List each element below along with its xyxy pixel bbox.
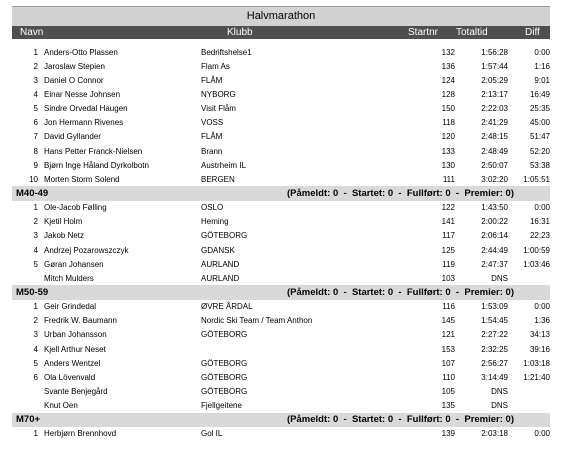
result-diff: 1:36	[534, 316, 550, 326]
result-name: Herbjørn Brennhovd	[44, 429, 117, 439]
result-bib: 139	[441, 429, 455, 439]
result-total-time: 2:22:03	[481, 104, 508, 114]
result-diff: 16:49	[529, 89, 550, 99]
result-row	[12, 45, 550, 59]
category-name: M50-59	[12, 285, 201, 299]
result-name: Anders Wentzel	[44, 358, 101, 368]
result-diff	[508, 271, 550, 285]
result-place: 8	[33, 146, 38, 156]
column-header-bib: Startnr	[408, 27, 439, 38]
result-club: GÖTEBORG	[201, 386, 248, 396]
result-bib: 111	[442, 174, 455, 184]
category-header-row	[12, 413, 550, 427]
result-diff	[508, 384, 550, 398]
result-club: Fjellgeitene	[201, 401, 242, 411]
result-club: Flam As	[201, 61, 230, 71]
result-place	[12, 271, 44, 285]
result-bib: 120	[441, 132, 455, 142]
column-header-name: Navn	[20, 27, 44, 38]
result-row	[12, 384, 550, 398]
column-header-total-time: Totaltid	[456, 27, 488, 38]
result-bib: 105	[441, 386, 455, 396]
result-bib: 119	[442, 259, 455, 269]
result-diff	[508, 399, 550, 413]
category-header-row	[12, 186, 550, 200]
result-name: Jakob Netz	[44, 231, 85, 241]
result-club: GÖTEBORG	[201, 231, 248, 241]
result-club: AURLAND	[201, 259, 240, 269]
result-total-time: DNS	[491, 401, 508, 411]
result-row	[12, 102, 550, 116]
result-name: Ola Lövenvald	[44, 372, 96, 382]
result-name: Svante Benjegård	[44, 386, 108, 396]
result-row	[12, 257, 550, 271]
result-place: 1	[33, 203, 38, 213]
result-place: 5	[33, 358, 38, 368]
result-total-time: 2:03:18	[481, 429, 508, 439]
result-row	[12, 328, 550, 342]
result-place: 9	[33, 160, 38, 170]
result-diff: 25:35	[529, 104, 550, 114]
result-row	[12, 116, 550, 130]
result-bib: 128	[441, 89, 455, 99]
result-diff: 1:03:18	[523, 358, 550, 368]
result-place: 6	[33, 118, 38, 128]
result-diff: 0:00	[534, 203, 550, 213]
result-total-time: 2:48:49	[481, 146, 508, 156]
result-club: VOSS	[201, 118, 224, 128]
result-row	[12, 300, 550, 314]
result-total-time: 1:57:44	[481, 61, 508, 71]
result-diff: 0:00	[534, 302, 550, 312]
result-total-time: 2:41:29	[481, 118, 508, 128]
result-diff: 53:38	[529, 160, 550, 170]
result-total-time: 1:53:09	[481, 302, 508, 312]
result-name: Jaroslaw Stepien	[44, 61, 105, 71]
result-diff: 9:01	[534, 75, 550, 85]
result-diff: 0:00	[534, 47, 550, 57]
result-bib: 135	[441, 401, 455, 411]
result-place	[12, 399, 44, 413]
result-diff: 22:23	[529, 231, 550, 241]
result-place	[12, 384, 44, 398]
result-bib: 130	[441, 160, 455, 170]
result-total-time: 2:56:27	[481, 358, 508, 368]
result-place: 10	[29, 174, 38, 184]
result-name: Kjell Arthur Neset	[44, 344, 106, 354]
result-row	[12, 356, 550, 370]
result-total-time: 2:06:14	[481, 231, 508, 241]
result-bib: 153	[441, 344, 455, 354]
result-name: David Gyllander	[44, 132, 101, 142]
result-row	[12, 59, 550, 73]
result-place: 4	[33, 344, 38, 354]
result-bib: 133	[441, 146, 455, 156]
result-diff: 16:31	[529, 217, 550, 227]
result-name: Jon Hermann Rivenes	[44, 118, 124, 128]
result-name: Knut Oen	[44, 401, 78, 411]
result-club: NYBORG	[201, 89, 236, 99]
result-total-time: DNS	[491, 386, 508, 396]
result-club: ØVRE ÅRDAL	[201, 302, 253, 312]
result-total-time: 2:00:22	[481, 217, 508, 227]
result-place: 7	[33, 132, 38, 142]
result-club: GÖTEBORG	[201, 330, 248, 340]
result-name: Anders-Otto Plassen	[44, 47, 118, 57]
result-row	[12, 73, 550, 87]
result-row	[12, 215, 550, 229]
result-total-time: 2:47:37	[481, 259, 508, 269]
result-club: GÖTEBORG	[201, 372, 248, 382]
result-place: 1	[33, 302, 38, 312]
column-header-diff: Diff	[525, 27, 540, 38]
result-total-time: 2:48:15	[481, 132, 508, 142]
result-bib: 121	[441, 330, 455, 340]
column-header-club: Klubb	[227, 27, 253, 38]
result-row	[12, 229, 550, 243]
results-table	[12, 45, 550, 441]
result-place: 3	[33, 330, 38, 340]
category-name: M70+	[12, 413, 201, 427]
result-club: AURLAND	[201, 273, 240, 283]
result-total-time: 2:50:07	[481, 160, 508, 170]
result-row	[12, 342, 550, 356]
category-stats: (Påmeldt: 0 - Startet: 0 - Fullført: 0 - Premier: 0)	[201, 186, 550, 200]
result-total-time: 2:32:25	[481, 344, 508, 354]
result-total-time: DNS	[491, 273, 508, 283]
result-club: OSLO	[201, 203, 224, 213]
result-row	[12, 158, 550, 172]
result-name: Morten Storm Solend	[44, 174, 120, 184]
result-diff: 45:00	[529, 118, 550, 128]
result-diff: 1:16	[534, 61, 550, 71]
result-diff: 34:13	[529, 330, 550, 340]
result-bib: 103	[441, 273, 455, 283]
result-place: 5	[33, 259, 38, 269]
result-club: BERGEN	[201, 174, 235, 184]
result-row	[12, 427, 550, 441]
category-header-row	[12, 285, 550, 299]
result-diff: 52:20	[529, 146, 550, 156]
result-place: 2	[33, 217, 38, 227]
result-club: Nordic Ski Team / Team Anthon	[201, 316, 313, 326]
result-total-time: 2:05:29	[481, 75, 508, 85]
result-bib: 141	[441, 217, 455, 227]
result-bib: 124	[441, 75, 455, 85]
result-place: 3	[33, 75, 38, 85]
result-place: 1	[33, 429, 38, 439]
result-bib: 107	[441, 358, 455, 368]
result-place: 3	[33, 231, 38, 241]
result-total-time: 1:56:28	[481, 47, 508, 57]
result-club: Gol IL	[201, 429, 223, 439]
result-club: GÖTEBORG	[201, 358, 248, 368]
result-name: Andrzej Pozarowszczyk	[44, 245, 129, 255]
result-total-time: 3:14:49	[481, 372, 508, 382]
results-title: Halvmarathon	[12, 6, 550, 27]
result-place: 1	[33, 47, 38, 57]
result-name: Bjørn Inge Håland Dyrkolbotn	[44, 160, 149, 170]
category-name: M40-49	[12, 186, 201, 200]
result-row	[12, 314, 550, 328]
category-stats: (Påmeldt: 0 - Startet: 0 - Fullført: 0 - Premier: 0)	[201, 413, 550, 427]
result-bib: 118	[442, 118, 455, 128]
result-row	[12, 144, 550, 158]
result-club: Austrheim IL	[201, 160, 246, 170]
result-row	[12, 370, 550, 384]
result-total-time: 1:43:50	[481, 203, 508, 213]
result-row	[12, 399, 550, 413]
result-bib: 122	[441, 203, 455, 213]
result-bib: 132	[441, 47, 455, 57]
result-row	[12, 201, 550, 215]
result-diff: 1:05:51	[523, 174, 550, 184]
result-place: 5	[33, 104, 38, 114]
result-diff: 0:00	[534, 429, 550, 439]
result-diff: 39:16	[529, 344, 550, 354]
result-name: Mitch Mulders	[44, 273, 94, 283]
result-place: 6	[33, 372, 38, 382]
result-club	[201, 342, 430, 356]
result-row	[12, 130, 550, 144]
result-club: GDANSK	[201, 245, 235, 255]
result-bib: 150	[441, 104, 455, 114]
result-row	[12, 271, 550, 285]
result-name: Sindre Orvedal Haugen	[44, 104, 128, 114]
category-stats: (Påmeldt: 0 - Startet: 0 - Fullført: 0 - Premier: 0)	[201, 285, 550, 299]
result-club: Brann	[201, 146, 223, 156]
result-row	[12, 243, 550, 257]
result-place: 2	[33, 61, 38, 71]
result-name: Urban Johansson	[44, 330, 107, 340]
result-row	[12, 172, 550, 186]
result-row	[12, 87, 550, 101]
result-bib: 116	[442, 302, 455, 312]
result-total-time: 1:54:45	[481, 316, 508, 326]
result-club: Bedriftshelse1	[201, 47, 252, 57]
result-club: FLÅM	[201, 75, 223, 85]
result-place: 2	[33, 316, 38, 326]
result-name: Fredrik W. Baumann	[44, 316, 117, 326]
result-diff: 1:21:40	[523, 372, 550, 382]
result-bib: 145	[441, 316, 455, 326]
result-name: Ole-Jacob Følling	[44, 203, 107, 213]
result-bib: 136	[441, 61, 455, 71]
column-header-bar	[12, 26, 550, 39]
result-total-time: 2:44:49	[481, 245, 508, 255]
result-club: Visit Flåm	[201, 104, 236, 114]
result-total-time: 2:27:22	[481, 330, 508, 340]
result-name: Gøran Johansen	[44, 259, 104, 269]
result-name: Kjetil Holm	[44, 217, 83, 227]
result-name: Hans Petter Franck-Nielsen	[44, 146, 143, 156]
result-bib: 125	[441, 245, 455, 255]
result-club: Heming	[201, 217, 229, 227]
result-bib: 117	[442, 231, 455, 241]
result-total-time: 3:02:20	[481, 174, 508, 184]
result-diff: 51:47	[529, 132, 550, 142]
result-club: FLÅM	[201, 132, 223, 142]
result-diff: 1:00:59	[523, 245, 550, 255]
result-place: 4	[33, 245, 38, 255]
result-name: Daniel O Connor	[44, 75, 104, 85]
result-total-time: 2:13:17	[481, 89, 508, 99]
result-name: Geir Grindedal	[44, 302, 97, 312]
result-place: 4	[33, 89, 38, 99]
result-bib: 110	[442, 372, 455, 382]
result-name: Einar Nesse Johnsen	[44, 89, 121, 99]
result-diff: 1:03:46	[523, 259, 550, 269]
